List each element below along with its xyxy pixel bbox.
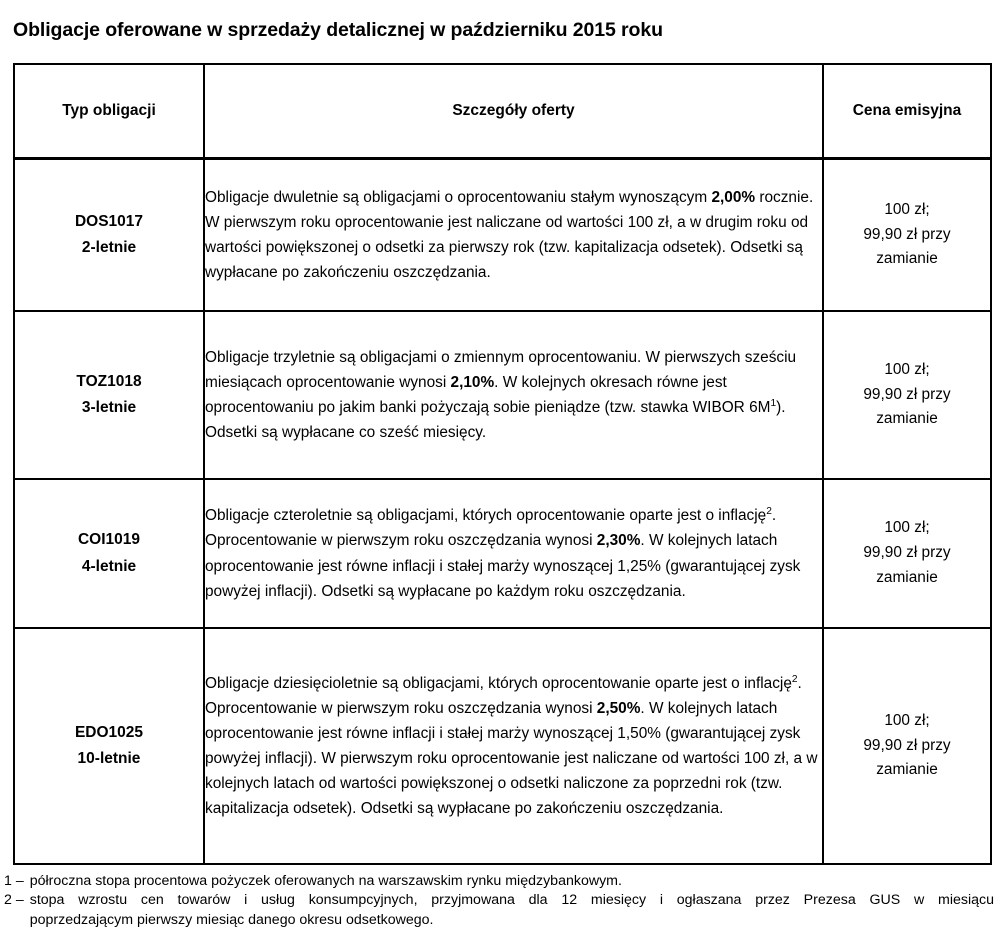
column-header-price (823, 64, 991, 159)
bond-term: 10-letnie (77, 750, 141, 767)
table-row (14, 311, 991, 479)
detail-rate: 2,50% (596, 699, 641, 717)
price-line-2: 99,90 zł przy (863, 736, 951, 754)
footnote-ref: 2 (791, 673, 798, 685)
column-header-type-label: Typ obligacji (62, 102, 156, 119)
footnote-1-text: półroczna stopa procentowa pożyczek oferowanych na warszawskim rynku międzybankowym. (29, 873, 622, 889)
footnote-ref: 1 (770, 397, 777, 409)
table-row (14, 628, 991, 864)
detail-prefix: Obligacje dwuletnie są obligacjami o oprocentowaniu stałym wynoszącym (205, 188, 712, 206)
bond-details-cell (204, 479, 823, 628)
detail-prefix: Obligacje trzyletnie są obligacjami o zmiennym oprocentowaniu. W pierwszych sześciu miesiącach oprocentowanie wynosi (205, 348, 797, 391)
bond-term: 3-letnie (81, 399, 137, 416)
bond-term: 2-letnie (81, 239, 137, 256)
detail-suffix: . W kolejnych latach oprocentowanie jest równe inflacji i stałej marży wynoszącej 1,25% (gwarantującej zysk powyżej inflacji). Odsetki są wypłacane po każdym roku oszczędzania. (205, 532, 801, 600)
bond-type-cell (14, 628, 204, 864)
detail-mid: . Oprocentowanie w pierwszym roku oszczędzania wynosi (205, 507, 777, 550)
price-line-3: zamianie (876, 568, 938, 586)
footnote-2 (4, 891, 994, 930)
price-line-3: zamianie (876, 410, 938, 428)
bond-details-cell (204, 311, 823, 479)
detail-rate: 2,30% (596, 532, 641, 550)
price-line-3: zamianie (876, 250, 938, 268)
bond-details-cell (204, 159, 823, 312)
bond-details-cell (204, 628, 823, 864)
price-line-1: 100 zł; (884, 519, 930, 537)
bond-price-cell (823, 311, 991, 479)
price-line-3: zamianie (876, 761, 938, 779)
price-line-1: 100 zł; (884, 360, 930, 378)
detail-rate: 2,10% (450, 373, 495, 391)
price-line-2: 99,90 zł przy (863, 385, 951, 403)
table-header (14, 64, 991, 159)
footnotes (4, 872, 994, 930)
detail-rate: 2,00% (711, 188, 756, 206)
table-body (14, 159, 991, 865)
table-header-row (14, 64, 991, 159)
bond-code: TOZ1018 (76, 372, 142, 390)
bond-price-cell (823, 628, 991, 864)
detail-mid: . W kolejnych okresach równe jest oprocentowaniu po jakim banki pożyczają sobie pieniądze (tzw. stawka WIBOR 6M (205, 373, 771, 416)
detail-prefix: Obligacje dziesięcioletnie są obligacjami, których oprocentowanie oparte jest o inflację (205, 674, 792, 692)
bond-term: 4-letnie (81, 557, 137, 575)
detail-mid: . Oprocentowanie w pierwszym roku oszczędzania wynosi (205, 674, 802, 717)
bond-code: DOS1017 (74, 212, 144, 230)
footnote-ref: 2 (766, 506, 772, 518)
bond-type-cell (14, 479, 204, 628)
bond-price-cell (823, 159, 991, 312)
price-line-2: 99,90 zł przy (863, 544, 951, 562)
bond-details-text (205, 503, 822, 603)
footnote-1 (4, 872, 994, 891)
bond-details-text (205, 185, 822, 285)
price-line-2: 99,90 zł przy (863, 225, 951, 243)
detail-suffix: . W kolejnych latach oprocentowanie jest równe inflacji i stałej marży wynoszącej 1,50% (gwarantującej zysk powyżej inflacji). W pierwszym roku oprocentowanie jest naliczane od wartości 100 zł, a w kolejnych latach od wartości powiększonej o odsetki naliczone za poprzedni rok (tzw. kapitalizacja odsetek). Odsetki są wypłacane po zakończeniu oszczędzania. (205, 699, 818, 818)
bonds-offer-table (13, 63, 992, 865)
bond-code: COI1019 (77, 531, 141, 549)
page-title: Obligacje oferowane w sprzedaży detalicznej w październiku 2015 roku (13, 19, 663, 42)
bond-details-text (205, 345, 822, 445)
detail-prefix: Obligacje czteroletnie są obligacjami, których oprocentowanie oparte jest o inflację (205, 507, 767, 525)
column-header-details (204, 64, 823, 159)
detail-suffix: ). Odsetki są wypłacane co sześć miesięcy. (205, 399, 786, 442)
footnote-2-text (30, 891, 994, 930)
table-row (14, 479, 991, 628)
table-row (14, 159, 991, 312)
column-header-type (14, 64, 204, 159)
price-line-1: 100 zł; (884, 711, 930, 729)
bond-code: EDO1025 (74, 723, 144, 741)
bond-details-text (205, 671, 822, 822)
footnote-2-marker: 2 – (4, 892, 24, 909)
footnote-2-line-2: poprzedzającym pierwszy miesiąc danego okresu odsetkowego. (29, 911, 434, 928)
price-line-1: 100 zł; (884, 200, 930, 218)
column-header-price-label: Cena emisyjna (852, 102, 962, 119)
bond-type-cell (14, 311, 204, 479)
footnote-1-marker: 1 – (4, 873, 24, 889)
bond-type-cell (14, 159, 204, 312)
bond-price-cell (823, 479, 991, 628)
detail-suffix: rocznie. W pierwszym roku oprocentowanie jest naliczane od wartości 100 zł, a w drugim roku od wartości powiększonej o odsetki za pierwszy rok (tzw. kapitalizacja odsetek). Odsetki są wypłacane po zakończeniu oszczędzania. (205, 188, 814, 282)
column-header-details-label: Szczegóły oferty (452, 102, 575, 119)
footnote-2-line-1: stopa wzrostu cen towarów i usług konsumpcyjnych, przyjmowana dla 12 miesięcy i ogłaszana przez Prezesa GUS w miesiącu (29, 892, 994, 909)
